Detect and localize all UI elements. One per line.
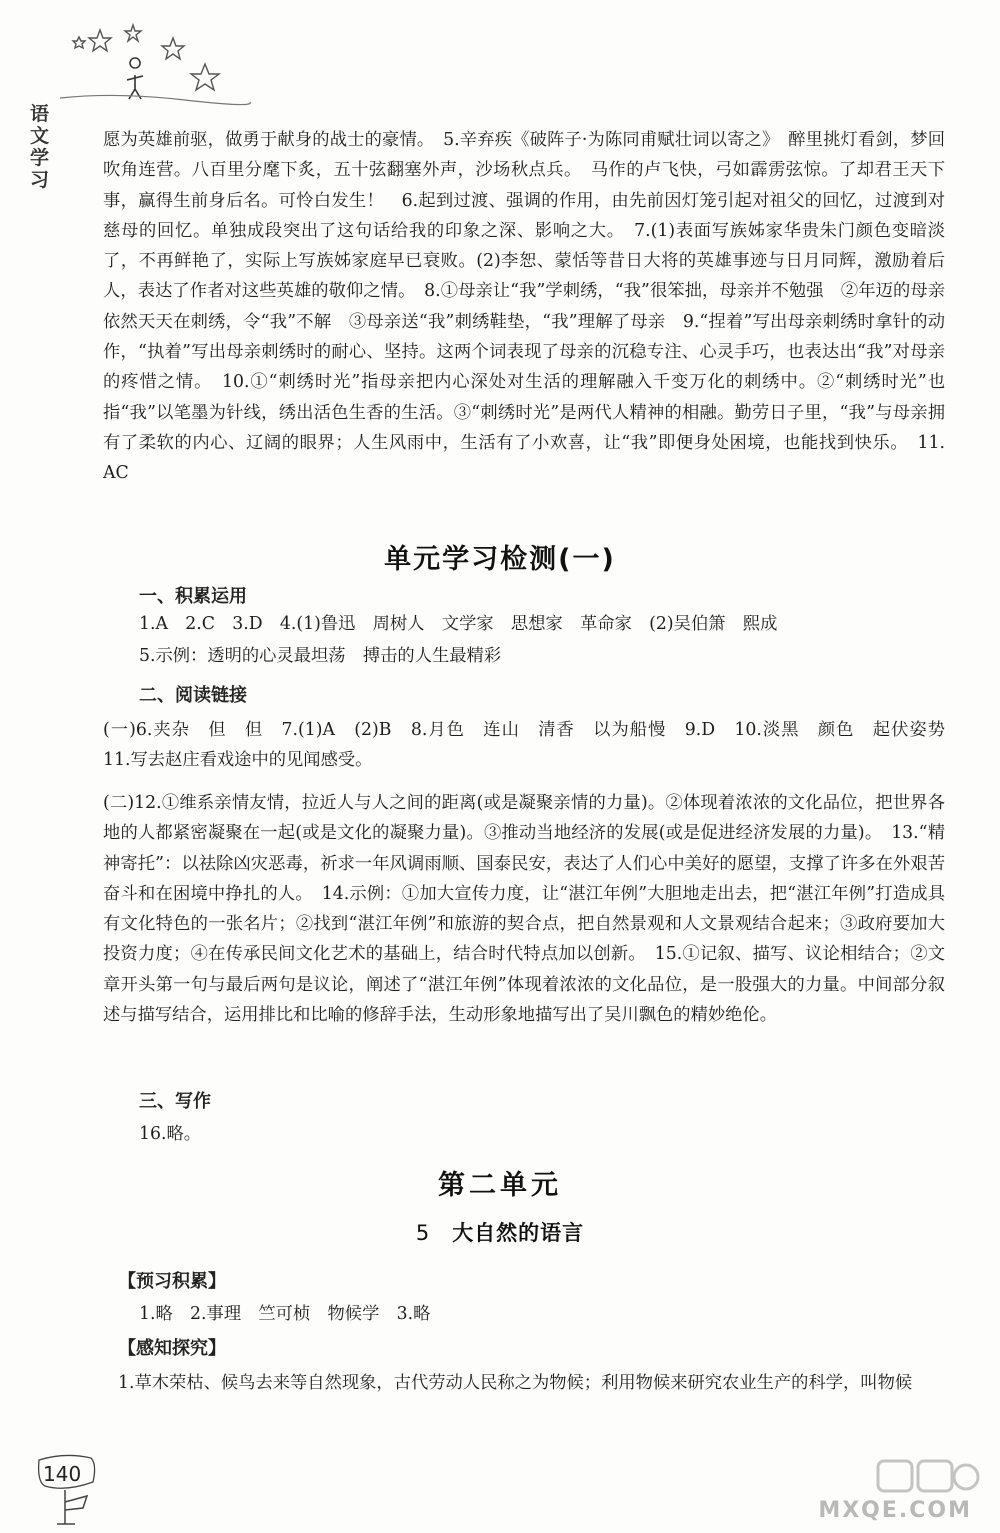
watermark-text: MXQE.COM: [818, 1498, 972, 1523]
unit-test-title: 单元学习检测(一): [384, 544, 616, 575]
child-figure-icon: [127, 58, 143, 99]
section-accumulation-line: 1.A 2.C 3.D 4.(1)鲁迅 周树人 文学家 思想家 革命家 (2)吴伯箫 熙成: [139, 614, 778, 634]
watermark: [782, 1455, 982, 1525]
section-writing-line: 16.略。: [139, 1124, 202, 1144]
explore-line: 1.草木荣枯、候鸟去来等自然现象，古代劳动人民称之为物候；利用物候来研究农业生产的科学，叫物候: [118, 1373, 913, 1393]
page-number-badge: [35, 1452, 101, 1528]
preview-heading: 【预习积累】: [118, 1271, 226, 1292]
explore-heading: 【感知探究】: [118, 1338, 226, 1359]
lesson-name: 大自然的语言: [452, 1221, 585, 1245]
ground-line: [60, 95, 250, 104]
reading-part-two: (二)12.①维系亲情友情，拉近人与人之间的距离(或是凝聚亲情的力量)。②体现着浓浓的文化品位，把世界各地的人都紧密凝聚在一起(或是文化的凝聚力量)。③推动当地经济的发展(或是促进经济发展的力量)。 13.“精神寄托”：以祛除凶灾恶毒，祈求一年风调雨顺、国泰民安，表达了人们心中美好的愿望，支撑了许多在外艰苦奋斗和在困境中挣扎的人。 14.示例：①加大宣传力度，让“湛江年例”大胆地走出去，把“湛江年例”打造成具有文化特色的一张名片；②找到“湛江年例”和旅游的契合点，把自然景观和人文景观结合起来；③政府要加大投资力度；④在传承民间文化艺术的基础上，结合时代特点加以创新。 15.①记叙、描写、议论相结合；②文章开头第一句与最后两句是议论，阐述了“湛江年例”体现着浓浓的文化品位，是一股强大的力量。中间部分叙述与描写结合，运用排比和比喻的修辞手法，生动形象地描写出了吴川飘色的精妙绝伦。: [103, 793, 945, 1026]
star-icon: [125, 25, 141, 41]
watermark-logo-icon: [782, 1455, 982, 1501]
stars-decoration: [55, 20, 255, 110]
lesson-title: [0, 1217, 1000, 1247]
side-label: 语文学习: [30, 103, 50, 191]
section-writing-heading: 三、写作: [139, 1091, 211, 1112]
reading-part-one-text: (一)6.夹杂 但 但 7.(1)A (2)B 8.月色 连山 清香 以为船慢 9.D 10.淡黑 颜色 起伏姿势 11.写去赵庄看戏途中的见闻感受。: [103, 720, 963, 771]
star-icon: [89, 30, 111, 51]
star-icon: [162, 38, 184, 59]
lesson-number: 5: [415, 1221, 431, 1245]
star-icon: [191, 64, 219, 90]
preview-line: 1.略 2.事理 竺可桢 物候学 3.略: [139, 1304, 431, 1324]
reading-part-one: [103, 715, 963, 776]
star-icon: [73, 37, 85, 48]
section-reading-heading: 二、阅读链接: [139, 685, 247, 706]
page-number: 140: [43, 1462, 82, 1486]
unit-two-title: 第二单元: [438, 1170, 562, 1201]
section-accumulation-heading: 一、积累运用: [139, 586, 247, 607]
answers-continued: 愿为英雄前驱，做勇于献身的战士的豪情。 5.辛弃疾《破阵子·为陈同甫赋壮词以寄之》 醉里挑灯看剑，梦回吹角连营。八百里分麾下炙，五十弦翻塞外声，沙场秋点兵。 马作的卢飞快，弓如霹雳弦惊。了却君王天下事，赢得生前身后名。可怜白发生！ 6.起到过渡、强调的作用，由先前因灯笼引起对祖父的回忆，过渡到对慈母的回忆。单独成段突出了这句话给我的印象之深、影响之大。 7.(1)表面写族姊家华贵朱门颜色变暗淡了，不再鲜艳了，实际上写族姊家庭早已衰败。(2)李恕、蒙恬等昔日大将的英雄事迹与日月同辉，激励着后人，表达了作者对这些英雄的敬仰之情。 8.①母亲让“我”学刺绣，“我”很笨拙，母亲并不勉强 ②年迈的母亲依然天天在刺绣，令“我”不解 ③母亲送“我”刺绣鞋垫，“我”理解了母亲 9.“捏着”写出母亲刺绣时拿针的动作，“执着”写出母亲刺绣时的耐心、坚持。这两个词表现了母亲的沉稳专注、心灵手巧，也表达出“我”对母亲的疼惜之情。 10.①“刺绣时光”指母亲把内心深处对生活的理解融入千变万化的刺绣中。②“刺绣时光”也指“我”以笔墨为针线，绣出活色生香的生活。③“刺绣时光”是两代人精神的相融。勤劳日子里，“我”与母亲拥有了柔软的内心、辽阔的眼界；人生风雨中，生活有了小欢喜，让“我”即便身处困境，也能找到快乐。 11. AC: [103, 130, 945, 484]
section-accumulation-line: 5.示例：透明的心灵最坦荡 搏击的人生最精彩: [139, 646, 502, 666]
